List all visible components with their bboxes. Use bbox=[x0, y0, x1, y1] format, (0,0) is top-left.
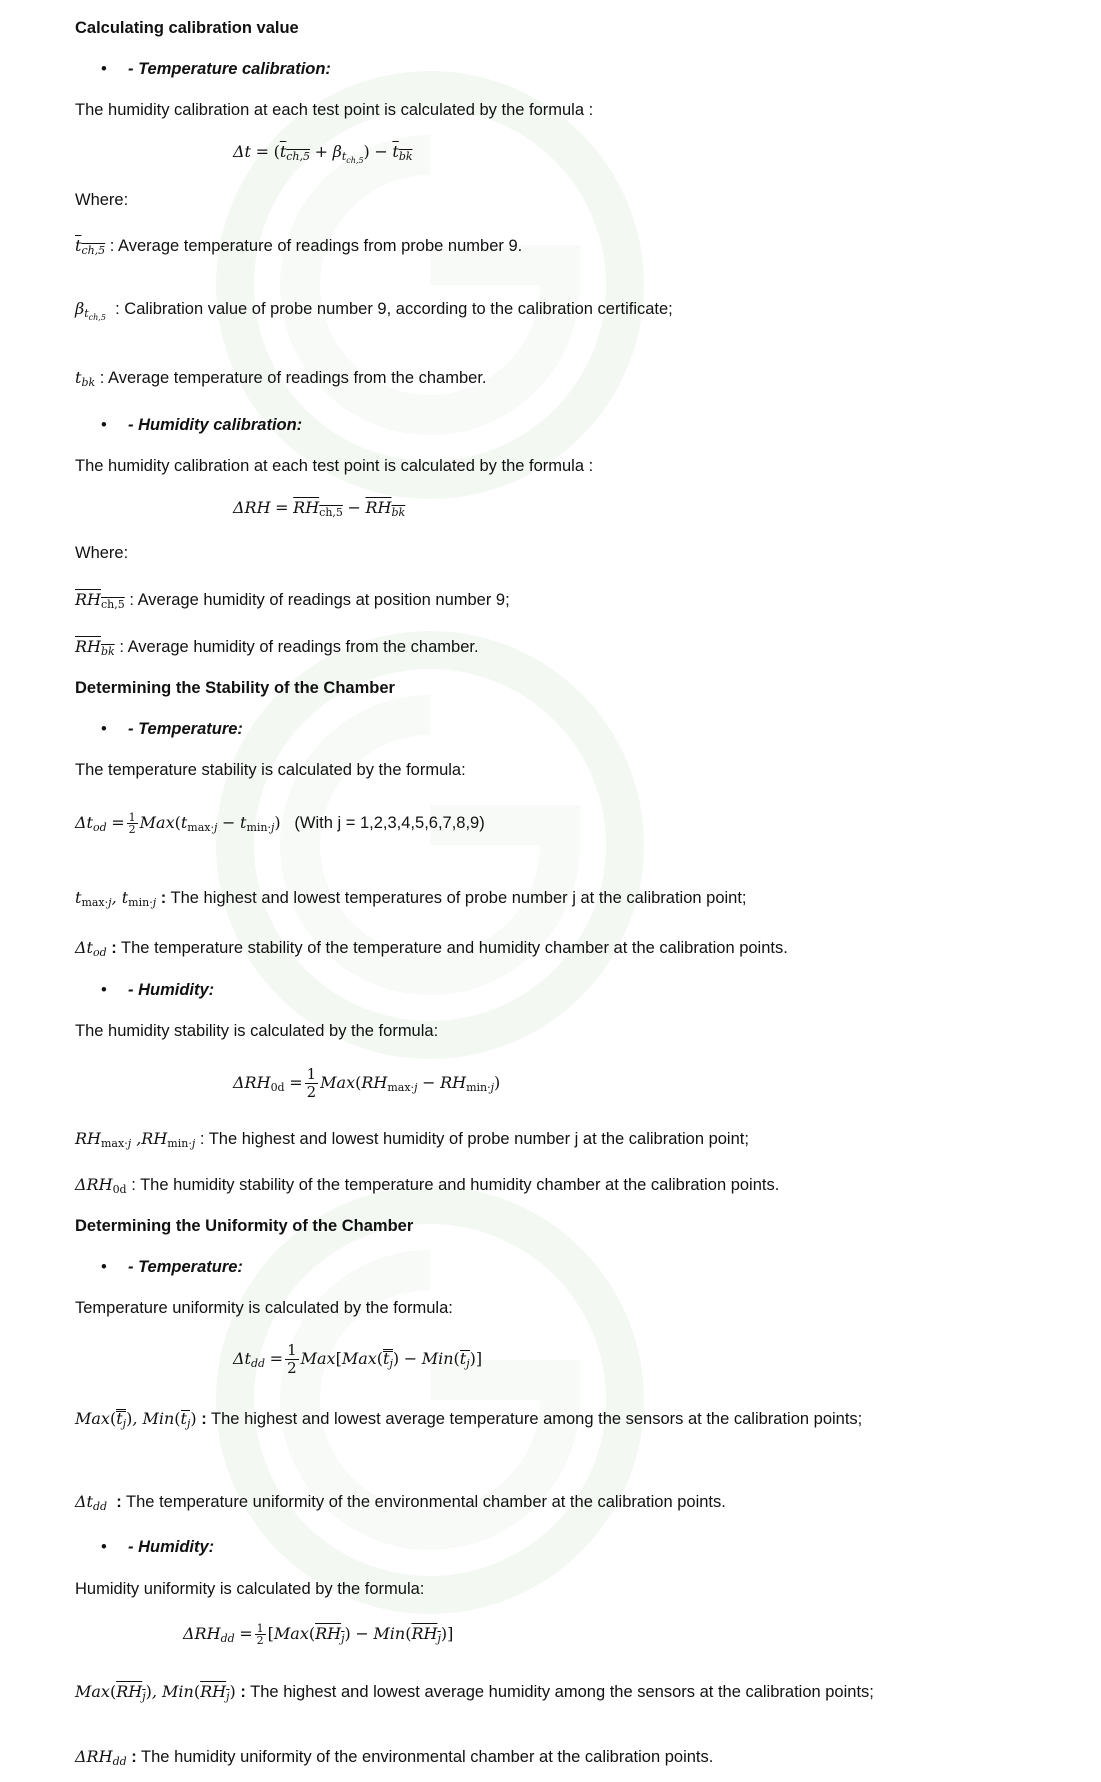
def-tbk: $t_{bk}$ : Average temperature of readings from the chamber. bbox=[75, 368, 487, 389]
symbol-beta: $\beta_{t_{ch,5}}$ bbox=[75, 299, 106, 322]
bullet-uniformity-humidity: • - Humidity: bbox=[101, 1538, 215, 1556]
bullet-stability-humidity: • - Humidity: bbox=[101, 981, 215, 999]
bullet-dot: • bbox=[101, 1258, 107, 1276]
bullet-dot: • bbox=[101, 981, 107, 999]
bullet-dot: • bbox=[101, 416, 107, 434]
stab-temp-intro: The temperature stability is calculated by the formula: bbox=[75, 761, 466, 779]
temp-cal-intro: The humidity calibration at each test point is calculated by the formula : bbox=[75, 101, 594, 119]
uniformity-heading: Determining the Uniformity of the Chamber bbox=[75, 1217, 414, 1235]
symbol-rhbk: $RH_{bk}$ bbox=[75, 637, 115, 658]
symbol-tch5: $t_{ch,5}$ bbox=[75, 236, 106, 257]
hum-cal-intro: The humidity calibration at each test point is calculated by the formula : bbox=[75, 457, 594, 475]
formula-delta-rhod: $\Delta RH_{0d}$ = $\frac{1}{2}$ $Max(RH_{max\cdot j} - RH_{min\cdot j})$ bbox=[233, 1065, 501, 1101]
def-rhmaxmin: $RH_{max\cdot j}$ $,RH_{min\cdot j}$ : The highest and lowest humidity of probe number j at the calibration point; bbox=[75, 1129, 749, 1150]
symbol-max-min-t: $Max(t_j)$, $Min(t_j)$ bbox=[75, 1409, 197, 1428]
bullet-temperature-calibration: • - Temperature calibration: bbox=[101, 60, 331, 78]
symbol-max-min-rh: $Max(RH_j)$, $Min(RH_j)$ bbox=[75, 1682, 236, 1703]
bullet-dot: • bbox=[101, 720, 107, 738]
symbol-arhod: $\Delta RH_{0d}$ bbox=[75, 1175, 127, 1196]
stab-hum-intro: The humidity stability is calculated by the formula: bbox=[75, 1022, 439, 1040]
formula-delta-t: $\Delta t = (t_{ch,5} + \beta_{t_{ch,5}}) - t_{bk}$ bbox=[233, 142, 413, 165]
bullet-dot: • bbox=[101, 60, 107, 78]
def-rhbk: $RH_{bk}$ : Average humidity of readings from the chamber. bbox=[75, 637, 479, 658]
bullet-stability-temperature: • - Temperature: bbox=[101, 720, 243, 738]
formula-delta-rh: $\Delta RH = RH_{ch,5} - RH_{bk}$ bbox=[233, 498, 406, 519]
formula-delta-tod: $\Delta t_{od}$ = $\frac{1}{2}$ $Max(t_{max\cdot j} - t_{min\cdot j})$ (With j = 1,2,3,4,5,6,7,8,9) bbox=[75, 811, 485, 837]
def-atdd: $\Delta t_{dd}$ : The temperature uniformity of the environmental chamber at the calibration points. bbox=[75, 1492, 726, 1513]
formula-delta-rhdd: $\Delta RH_{dd}$ = $\frac{1}{2}$ $[Max(RH_j) - Min(RH_j)]$ bbox=[183, 1622, 454, 1648]
def-arhdd: $\Delta RH_{dd}$ : The humidity uniformity of the environmental chamber at the calibration points. bbox=[75, 1747, 714, 1768]
symbol-rhmax-rhmin: $RH_{max\cdot j}$ $,RH_{min\cdot j}$ bbox=[75, 1129, 196, 1150]
symbol-atdd: $\Delta t_{dd}$ bbox=[75, 1492, 108, 1513]
bullet-humidity-calibration: • - Humidity calibration: bbox=[101, 416, 303, 434]
bullet-uniformity-temperature: • - Temperature: bbox=[101, 1258, 243, 1276]
bullet-dot: • bbox=[101, 1538, 107, 1556]
calibration-heading: Calculating calibration value bbox=[75, 19, 299, 37]
stability-heading: Determining the Stability of the Chamber bbox=[75, 679, 395, 697]
def-tch5: $t_{ch,5}$ : Average temperature of readings from probe number 9. bbox=[75, 236, 523, 257]
symbol-arhdd: $\Delta RH_{dd}$ bbox=[75, 1747, 127, 1768]
def-beta: $\beta_{t_{ch,5}}$ : Calibration value of probe number 9, according to the calibration certificate; bbox=[75, 299, 673, 322]
symbol-tbk: $t_{bk}$ bbox=[75, 368, 96, 389]
def-maxmin-rh: $Max(RH_j)$, $Min(RH_j)$ : The highest and lowest average humidity among the sensors at the calibration points; bbox=[75, 1682, 874, 1703]
where-label-2: Where: bbox=[75, 544, 129, 562]
symbol-rhch5: $RH_{ch,5}$ bbox=[75, 590, 125, 611]
symbol-tmax-tmin: $t_{max\cdot j}$, $t_{min\cdot j}$ bbox=[75, 888, 157, 909]
formula-delta-tdd: $\Delta t_{dd}$ = $\frac{1}{2}$ $Max[Max(t_j) - Min(t_j)]$ bbox=[233, 1341, 483, 1377]
def-arhod: $\Delta RH_{0d}$ : The humidity stability of the temperature and humidity chamber at the calibration points. bbox=[75, 1175, 780, 1196]
unif-hum-intro: Humidity uniformity is calculated by the formula: bbox=[75, 1580, 425, 1598]
def-maxmin-t: $Max(t_j)$, $Min(t_j)$ : The highest and lowest average temperature among the sensors at the calibration points; bbox=[75, 1408, 862, 1435]
symbol-atod: $\Delta t_{od}$ bbox=[75, 938, 107, 959]
def-tmaxmin: $t_{max\cdot j}$, $t_{min\cdot j}$ : The highest and lowest temperatures of probe number j at the calibration point; bbox=[75, 888, 747, 909]
def-rhch5: $RH_{ch,5}$ : Average humidity of readings at position number 9; bbox=[75, 590, 510, 611]
def-atod: $\Delta t_{od}$ : The temperature stability of the temperature and humidity chamber at the calibration points. bbox=[75, 938, 788, 959]
unif-temp-intro: Temperature uniformity is calculated by the formula: bbox=[75, 1299, 453, 1317]
where-label-1: Where: bbox=[75, 191, 129, 209]
